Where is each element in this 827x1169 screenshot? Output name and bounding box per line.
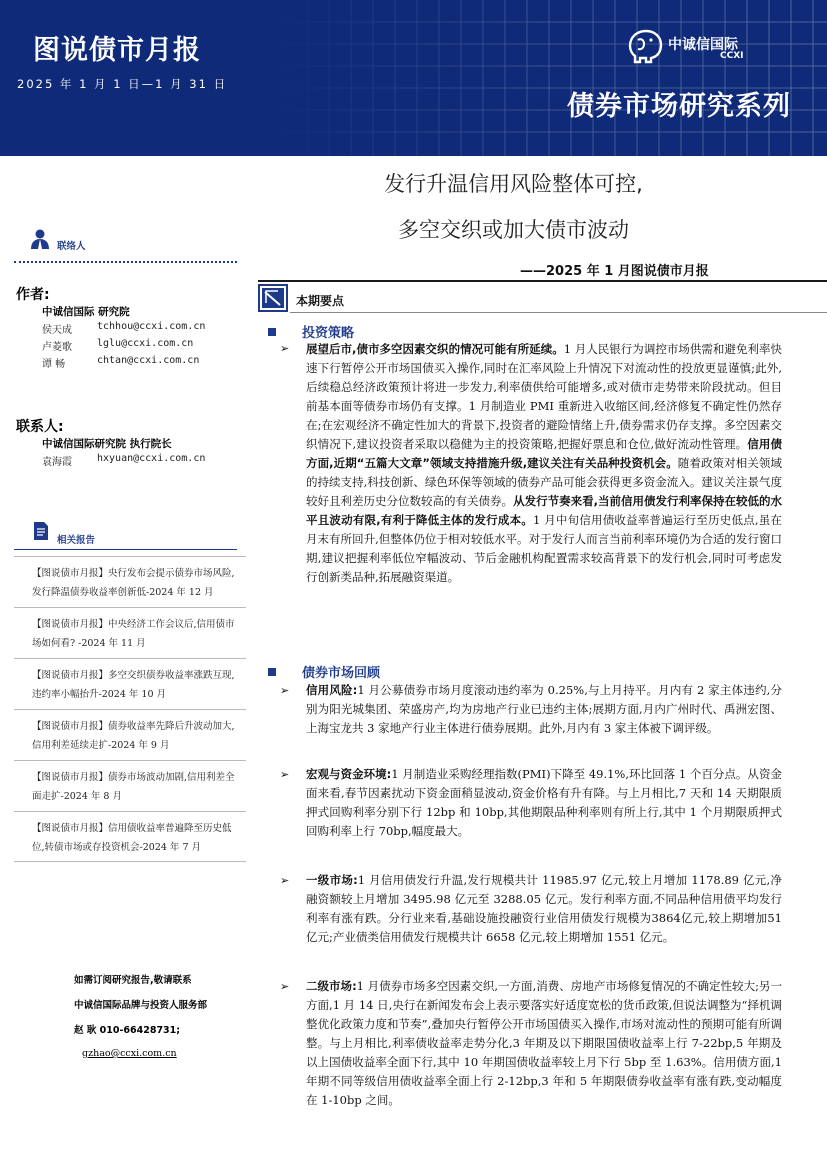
author-row xyxy=(42,321,205,336)
related-reports-list xyxy=(14,556,246,862)
strategy-highlight: 信用债方面,近期“五篇大文章”领域支持措施升级,建议关注有关品种投资机会。 xyxy=(306,437,783,470)
related-reports-icon xyxy=(32,520,50,542)
contact-org: 中诚信国际研究院 执行院长 xyxy=(42,438,172,450)
subscribe-email[interactable]: gzhao@ccxi.com.cn xyxy=(82,1048,177,1059)
review-text: 1 月信用债发行升温,发行规模共计 11985.97 亿元,较上月增加 1178.89 亿元,净融资额较上月增加 3495.98 亿元至 3288.05 亿元。发行利率方面,不同品种信用债平均发行利率有涨有跌。分行业来看,基础设施投融资行业信用债发行规模为3864亿元,较上期增加51亿元;产业债类信用债发行规模共计 6658 亿元,较上期增加 1551 亿元。 xyxy=(306,873,782,944)
related-report-item[interactable]: 【图说债市月报】债券市场波动加剧,信用利差全面走扩-2024 年 8 月 xyxy=(14,760,246,811)
report-title-line2: 多空交织或加大债市波动 xyxy=(398,218,629,242)
authors-title: 作者: xyxy=(16,287,50,303)
review-paragraph xyxy=(306,681,782,738)
strategy-highlight: 从发行节奏来看,当前信用债发行利率保持在较低的水平且波动有限,有利于降低主体的发行成本。 xyxy=(306,494,782,527)
subscribe-line1: 如需订阅研究报告,敬请联系 xyxy=(74,975,192,986)
author-email[interactable]: chtan@ccxi.com.cn xyxy=(97,355,200,366)
contacts-heading: 联络人 xyxy=(57,241,86,252)
related-report-item[interactable]: 【图说债市月报】多空交织债券收益率涨跌互现,违约率小幅抬升-2024 年 10 月 xyxy=(14,658,246,709)
contact-name: 袁海霞 xyxy=(42,457,72,468)
contact-email[interactable]: hxyuan@ccxi.com.cn xyxy=(97,453,206,464)
arrow-bullet-icon: ➢ xyxy=(280,980,290,993)
series-name: 债券市场研究系列 xyxy=(567,91,791,122)
related-report-item[interactable]: 【图说债市月报】中央经济工作会议后,信用债市场如何看? -2024 年 11 月 xyxy=(14,607,246,658)
author-row xyxy=(42,338,193,353)
author-row xyxy=(42,355,199,370)
report-subtitle: ——2025 年 1 月图说债市月报 xyxy=(520,264,709,279)
logo-name: 中诚信国际 xyxy=(668,37,738,53)
related-divider xyxy=(14,549,237,550)
ccxi-logo xyxy=(624,28,794,68)
author-email[interactable]: lglu@ccxi.com.cn xyxy=(97,338,194,349)
review-label: 二级市场: xyxy=(306,979,357,993)
review-label: 信用风险: xyxy=(306,683,358,697)
section-heading xyxy=(268,322,354,341)
strategy-text: 随着政策对相关领域的持续支持,科技创新、绿色环保等领域的债券产品可能会获得更多资金流入。建议关注景气度较好且利差历史分位数较高的有关债券。 xyxy=(306,456,782,508)
section-title: 投资策略 xyxy=(302,326,355,341)
related-report-item[interactable]: 【图说债市月报】信用债收益率普遍降至历史低位,转债市场或存投资机会-2024 年 7 月 xyxy=(14,811,246,862)
report-title-line1: 发行升温信用风险整体可控, xyxy=(384,172,643,196)
subscribe-line3: 赵 耿 010-66428731; xyxy=(74,1025,181,1036)
review-paragraph xyxy=(306,765,782,841)
review-paragraph xyxy=(306,871,782,947)
strategy-highlight: 展望后市,债市多空因素交织的情况可能有所延续。 xyxy=(306,342,564,356)
arrow-bullet-icon: ➢ xyxy=(280,684,290,697)
related-report-item[interactable]: 【图说债市月报】央行发布会提示债券市场风险,发行降温债券收益率创新低-2024 年 12 月 xyxy=(14,556,246,607)
report-date-range: 2025 年 1 月 1 日—1 月 31 日 xyxy=(17,77,228,91)
arrow-bullet-icon: ➢ xyxy=(280,768,290,781)
report-series-title: 图说债市月报 xyxy=(33,35,201,66)
arrow-bullet-icon: ➢ xyxy=(280,342,290,355)
sidebar-divider xyxy=(14,261,237,263)
author-name: 侯天成 xyxy=(42,325,72,336)
authors-org: 中诚信国际 研究院 xyxy=(42,306,130,318)
key-points-title: 本期要点 xyxy=(296,294,345,308)
header-grid-pattern xyxy=(267,0,827,156)
contact-row xyxy=(42,453,205,468)
author-name: 谭 畅 xyxy=(42,359,66,370)
contact-title: 联系人: xyxy=(16,419,64,435)
strategy-paragraph xyxy=(306,340,782,587)
review-text: 1 月债券市场多空因素交织,一方面,消费、房地产市场修复情况的不确定性较大;另一方面,1 月 14 日,央行在新闻发布会上表示要落实好适度宽松的货币政策,但说法调整为“择机调整优化政策力度和节奏”,叠加央行暂停公开市场国债买入操作,市场对流动性的预期可能有所调整。与上月相比,利率债收益率走势分化,3 年期及以下期限国债收益率上行 7-22bp,5 年期及以上国债收益率全面下行,其中 10 年期国债收益率较上月下行 5bp 至 1.63%。信用债方面,1 年期不同等级信用债收益率全面上行 2-12bp,3 年和 5 年期限债券收益率有涨有跌,变动幅度在 1-10bp 之间。 xyxy=(306,979,782,1107)
arrow-bullet-icon: ➢ xyxy=(280,874,290,887)
section-bullet-icon xyxy=(268,328,276,336)
ccxi-elephant-icon xyxy=(624,28,664,64)
strategy-text: 1 月人民银行为调控市场供需和避免利率快速下行暂停公开市场国债买入操作,同时在汇率风险上升情况下对流动性的投放更显谨慎;此外,后续稳总经济政策预计将进一步发力,利率债供给可能增多,或对债市走势带来阶段扰动。但目前基本面等债券市场仍有支撑。1 月制造业 PMI 重新进入收缩区间,经济修复不确定性仍然存在;在宏观经济不确定性加大的背景下,投资者的避险情绪上升,债券需求仍存支撑。多空因素交织情况下,建议投资者采取以稳健为主的投资策略,把握好票息和仓位,做好流动性管理。 xyxy=(306,342,782,451)
strategy-text: 1 月中旬信用债收益率普遍运行至历史低点,虽在月末有所回升,但整体仍位于相对较低水平。对于发行人而言当前利率环境仍为合适的发行窗口期,建议把握利率低位窄幅波动、节后金融机构配置需求较高背景下的发行机会,同时可考虑发行创新类品种,拓展融资渠道。 xyxy=(306,513,782,584)
section-bullet-icon xyxy=(268,668,276,676)
contact-person-icon xyxy=(30,228,50,250)
logo-abbr: CCXI xyxy=(720,51,744,61)
review-text: 1 月公募债券市场月度滚动违约率为 0.25%,与上月持平。月内有 2 家主体违约,分别为阳光城集团、荣盛房产,均为房地产行业已违约主体;展期方面,月内广州时代、禹洲宏图、上海宝龙共 3 家地产行业主体进行债券展期。此外,月内有 3 家主体被下调评级。 xyxy=(306,683,782,735)
section-heading xyxy=(268,662,380,681)
key-points-divider xyxy=(290,312,827,313)
review-text: 1 月制造业采购经理指数(PMI)下降至 49.1%,环比回落 1 个百分点。从资金面来看,春节因素扰动下资金面稍显波动,资金价格有升有降。与上月相比,7 天和 14 天期限质押式回购利率分别下行 12bp 和 10bp,其他期限品种利率则有所上行,其中 1 个月期限质押式回购利率上行 70bp,幅度最大。 xyxy=(306,767,782,838)
author-email[interactable]: tchhou@ccxi.com.cn xyxy=(97,321,206,332)
title-divider xyxy=(258,280,827,282)
key-points-icon xyxy=(258,284,288,312)
section-title: 债券市场回顾 xyxy=(302,666,381,681)
subscribe-line2: 中诚信国际品牌与投资人服务部 xyxy=(74,1000,208,1011)
review-label: 宏观与资金环境: xyxy=(306,767,392,781)
report-header xyxy=(0,0,827,156)
related-report-item[interactable]: 【图说债市月报】债券收益率先降后升波动加大,信用利差延续走扩-2024 年 9 月 xyxy=(14,709,246,760)
related-reports-heading: 相关报告 xyxy=(57,535,96,546)
review-label: 一级市场: xyxy=(306,873,358,887)
review-paragraph xyxy=(306,977,782,1110)
author-name: 卢菱歌 xyxy=(42,342,72,353)
